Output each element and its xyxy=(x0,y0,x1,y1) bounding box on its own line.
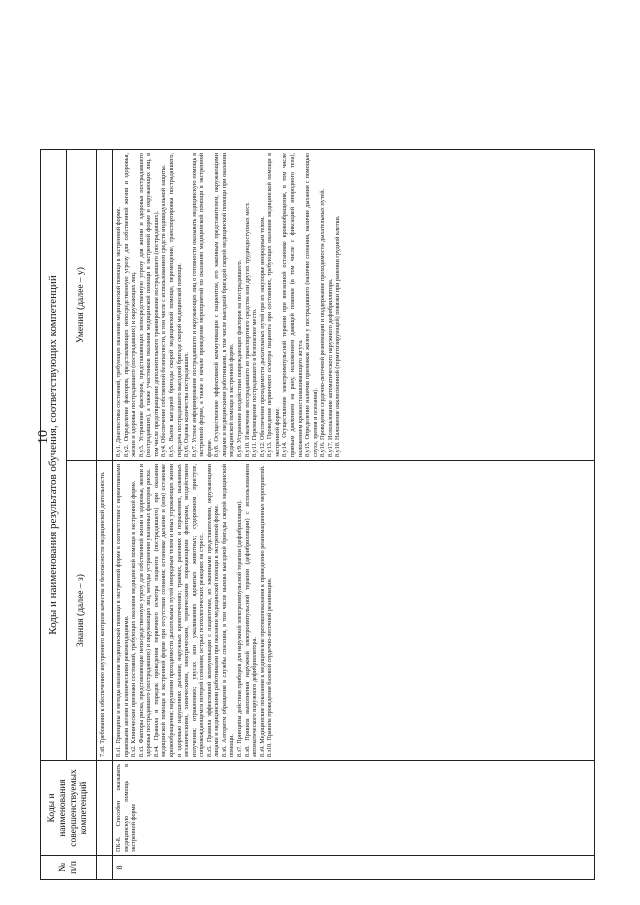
skill-item: 8.у7. Устное информирование пострадавшего и окружающих лиц о готовности оказывать медицинскую помощь в экстренной форме, а также о начале проведения мероприятий по оказанию медицинской помощи в экстренной форме. xyxy=(190,153,213,457)
competency-name: ПК-8. Способен оказывать медицинскую помощь в экстренной форме xyxy=(113,761,595,856)
skill-item: 8.у12. Обеспечение проходимости дыхательных путей при их закупорке инородным телом. xyxy=(258,216,266,457)
rotated-table-container xyxy=(40,150,595,880)
skill-item: 8.у2. Определение факторов, представляющих непосредственную угрозу для собственной жизни и здоровья, жизни и здоровья пострадавшего (пострадавших) и окружающих лиц. xyxy=(122,153,138,457)
knowledge-item: 8.з3. Факторы риска, представляющие непосредственную угрозу для собственной жизни и здоровья, жизни и здоровья пострадавшего (пострадавших) и окружающих лиц, методы устранения указанных факторов риска. xyxy=(137,464,153,757)
skill-item: 8.у9. Устранение воздействия повреждающих факторов на пострадавшего. xyxy=(236,259,243,457)
header-results: Коды и наименования результатов обучения, соответствующих компетенций xyxy=(41,150,67,761)
knowledge-item: 8.з6. Алгоритм обращения в службы спасения, в том числе вызова выездной бригады скорой медицинской помощи. xyxy=(220,464,236,757)
knowledge-item: 8.з4. Правила и порядок проведения первичного осмотра пациента (пострадавшего) при оказании медицинской помощи в экстренной форме при отсутствии сознания; остановке дыхания и (или) остановке кровообращения; нарушении проходимости дыхательных путей инородным телом и иных угрожающих жизни и здоровью нарушениях дыхания; наружных кровотечениях; травмах, ранениях и поражениях, вызванных механическими, химическими, электрическим, термическими поражающими факторами, воздействием излучения; отравлениях; укусах или ужаливаниях ядовитых животных; судорожном приступе, сопровождающемся потерей сознания; острых психологических реакциях на стресс. xyxy=(152,464,206,757)
skill-item: 8.у16. Проведение сердечно-легочной реанимации и поддержание проходимости дыхательных путей. xyxy=(319,188,327,457)
header-competencies: Коды и наименования совершенствуемых компетенций xyxy=(41,761,97,856)
knowledge-item: 8.з7. Принципы действия приборов для наружной электроимпульсной терапии (дефибрилляции). xyxy=(236,500,243,757)
header-skills: Умения (далее – у) xyxy=(67,150,97,461)
skill-item: 8.у6. Оценка количества пострадавших. xyxy=(183,351,191,457)
knowledge-item: 8.з5. Правила эффективной коммуникации с пациентами, их законными представителями, окружающими лицами и медицинскими работниками при оказании медицинской помощи в экстренной форме. xyxy=(205,464,221,757)
row-number: 8 xyxy=(113,856,595,880)
knowledge-item: 8.з2. Клинические признаки состояний, требующих оказания медицинской помощи в экстренной форме. xyxy=(130,480,138,757)
table-row-prev xyxy=(97,150,113,880)
skill-item: 8.у15. Определение наличия признаков жизни у пострадавшего (наличие сознания, наличие дыхания с помощью слуха, зрения и осязания). xyxy=(304,153,319,457)
knowledge-list xyxy=(113,461,595,761)
knowledge-item: 8.з8. Правила выполнения наружной электроимпульсной терапии (дефибрилляции) с использованием автоматического наружного дефибриллятора. xyxy=(243,464,259,757)
skill-item: 8.у5. Вызов выездной бригады скорой медицинской помощи, перемещение, транспортировка пострадавшего, передача пострадавшего выездной бригаде скорой медицинской помощи. xyxy=(167,153,183,457)
page-number: 10 xyxy=(36,430,51,444)
skill-item: 8.у13. Проведение первичного осмотра пациента при состояниях, требующих оказания медицинской помощи в экстренной форме. xyxy=(266,153,281,457)
prev-knowledge: 7.з8. Требования к обеспечению внутреннего контроля качества и безопасности медицинской деятельности. xyxy=(97,461,113,761)
skills-list xyxy=(113,150,595,461)
skill-item: 8.у11. Перемещение пострадавшего в безопасное место. xyxy=(251,308,259,457)
knowledge-item: 8.з9. Медицинские показания к медицинские противопоказания к проведению реанимационных мероприятий. xyxy=(258,465,266,757)
table-row-8 xyxy=(113,150,595,880)
knowledge-item: 8.з1. Принципы и методы оказания медицинской помощи в экстренной форме в соответствии с нормативными правовыми актами и клиническими рекомендациями. xyxy=(115,464,130,757)
knowledge-item: 8.з10. Правила проведения базовой сердечно-легочной реанимации. xyxy=(266,577,274,757)
header-knowledge: Знания (далее – з) xyxy=(67,461,97,761)
header-num: № п/п xyxy=(41,856,97,880)
skill-item: 8.у14. Осуществление электроимпульсной терапии при внезапной остановке кровообращения, в том числе прямым давлением на рану, наложением давящей повязки (в том числе с фиксацией инородного тела), наложением кровоостанавливающего жгута. xyxy=(281,153,304,457)
skill-item: 8.у3. Устранение факторов, представляющих непосредственную угрозу для жизни и здоровья пострадавшего (пострадавших), а также участников оказания медицинской помощи в экстренной форме и окружающих лиц, в том числе предотвращение дополнительного травмирования пострадавшего (пострадавших). xyxy=(137,153,160,457)
skill-item: 8.у10. Извлечение пострадавшего из транспортного средства или других труднодоступных мест. xyxy=(243,202,251,457)
skill-item: 8.у4. Обеспечение собственной безопасности, в том числе с использованием средств индивидуальной защиты. xyxy=(160,164,168,457)
competency-table xyxy=(40,149,595,880)
skill-item: 8.у17. Использование автоматического наружного дефибриллятора. xyxy=(326,278,334,457)
skill-item: 8.у18. Наложение окклюзионной (герметизирующей) повязки при ранении грудной клетки. xyxy=(334,215,342,457)
skill-item: 8.у8. Осуществление эффективной коммуникации с пациентом, его законным представителем, окружающими лицами и медицинскими работниками, в том числе выездной бригадой скорой медицинской помощи при оказании медицинской помощи в экстренной форме. xyxy=(213,153,236,457)
skill-item: 8.у1. Диагностика состояний, требующих оказания медицинской помощи в экстренной форме. xyxy=(115,207,122,457)
